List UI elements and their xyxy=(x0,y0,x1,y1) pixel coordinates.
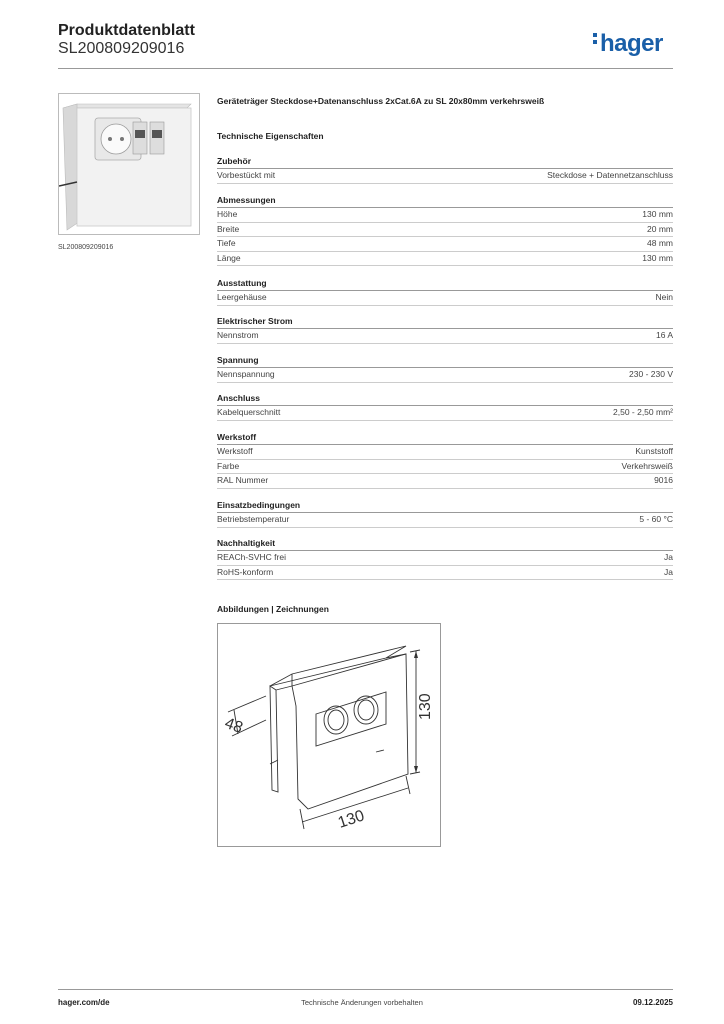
property-row xyxy=(217,223,673,238)
logo-dots-icon xyxy=(593,33,598,47)
property-value: 130 mm xyxy=(642,209,673,219)
property-label: REACh-SVHC frei xyxy=(217,552,286,562)
dimension-height: 130 xyxy=(417,693,434,720)
section-title: Spannung xyxy=(217,355,673,368)
property-label: Kabelquerschnitt xyxy=(217,407,281,417)
section-ausstattung xyxy=(217,278,673,306)
property-value: Verkehrsweiß xyxy=(621,460,673,471)
property-value: 5 - 60 °C xyxy=(639,514,673,524)
section-einsatzbedingungen xyxy=(217,500,673,528)
footer-divider xyxy=(58,989,673,990)
property-row xyxy=(217,513,673,528)
dimension-drawing xyxy=(218,624,440,846)
section-nachhaltigkeit xyxy=(217,538,673,580)
section-abmessungen xyxy=(217,195,673,266)
section-zubehoer xyxy=(217,156,673,184)
header-divider xyxy=(58,68,673,69)
property-label: Vorbestückt mit xyxy=(217,170,276,180)
drawings-heading: Abbildungen | Zeichnungen xyxy=(217,604,329,614)
property-row xyxy=(217,566,673,581)
page-title: Produktdatenblatt xyxy=(58,22,195,39)
property-row xyxy=(217,329,673,344)
property-row xyxy=(217,252,673,267)
property-value: 130 mm xyxy=(642,252,673,263)
property-value: Ja xyxy=(664,552,673,562)
logo-text: hager xyxy=(600,30,663,57)
property-label: RAL Nummer xyxy=(217,475,269,485)
property-row xyxy=(217,368,673,383)
property-row xyxy=(217,551,673,566)
footer-note: Technische Änderungen vorbehalten xyxy=(301,998,423,1007)
hager-logo xyxy=(593,30,663,58)
property-row xyxy=(217,460,673,475)
property-value: 230 - 230 V xyxy=(629,369,673,379)
technical-properties-heading: Technische Eigenschaften xyxy=(217,131,324,141)
property-label: Tiefe xyxy=(217,238,236,248)
property-row xyxy=(217,291,673,306)
dimension-depth: 48 xyxy=(222,714,245,737)
property-value: 9016 xyxy=(654,475,673,485)
property-row xyxy=(217,169,673,184)
technical-drawing xyxy=(217,623,441,847)
property-label: Nennstrom xyxy=(217,330,259,340)
property-value: Nein xyxy=(655,292,673,302)
section-spannung xyxy=(217,355,673,383)
footer-date: 09.12.2025 xyxy=(632,998,673,1007)
property-value: 16 A xyxy=(655,330,673,340)
property-value: 48 mm xyxy=(647,238,673,248)
property-label: Werkstoff xyxy=(217,446,253,456)
section-elektrischer-strom xyxy=(217,316,673,344)
property-label: Leergehäuse xyxy=(217,292,267,302)
section-title: Abmessungen xyxy=(217,195,673,208)
section-title: Elektrischer Strom xyxy=(217,316,673,329)
property-label: Länge xyxy=(217,252,241,263)
property-label: Betriebstemperatur xyxy=(217,514,290,524)
section-anschluss xyxy=(217,393,673,421)
property-value: 2,50 - 2,50 mm² xyxy=(613,407,673,417)
property-value: Steckdose + Datennetzanschluss xyxy=(547,170,673,180)
section-title: Einsatzbedingungen xyxy=(217,500,673,513)
product-title: Geräteträger Steckdose+Datenanschluss 2xCat.6A zu SL 20x80mm verkehrsweiß xyxy=(217,96,545,106)
product-photo-caption: SL200809209016 xyxy=(58,244,114,251)
property-label: Breite xyxy=(217,223,240,234)
property-row xyxy=(217,208,673,223)
property-label: Farbe xyxy=(217,460,240,471)
article-number: SL200809209016 xyxy=(58,40,185,57)
dimension-length: 130 xyxy=(335,807,367,832)
section-title: Ausstattung xyxy=(217,278,673,291)
property-row xyxy=(217,237,673,252)
section-werkstoff xyxy=(217,432,673,489)
footer-website-link[interactable]: hager.com/de xyxy=(58,998,110,1007)
section-title: Anschluss xyxy=(217,393,673,406)
property-label: Nennspannung xyxy=(217,369,275,379)
property-value: Ja xyxy=(664,566,673,577)
product-photo xyxy=(58,93,200,235)
product-photo-image xyxy=(59,94,199,234)
property-value: 20 mm xyxy=(647,223,673,234)
section-title: Werkstoff xyxy=(217,432,673,445)
property-label: Höhe xyxy=(217,209,238,219)
property-row xyxy=(217,445,673,460)
property-label: RoHS-konform xyxy=(217,566,274,577)
property-row xyxy=(217,474,673,489)
section-title: Nachhaltigkeit xyxy=(217,538,673,551)
section-title: Zubehör xyxy=(217,156,673,169)
property-row xyxy=(217,406,673,421)
property-value: Kunststoff xyxy=(635,446,673,456)
